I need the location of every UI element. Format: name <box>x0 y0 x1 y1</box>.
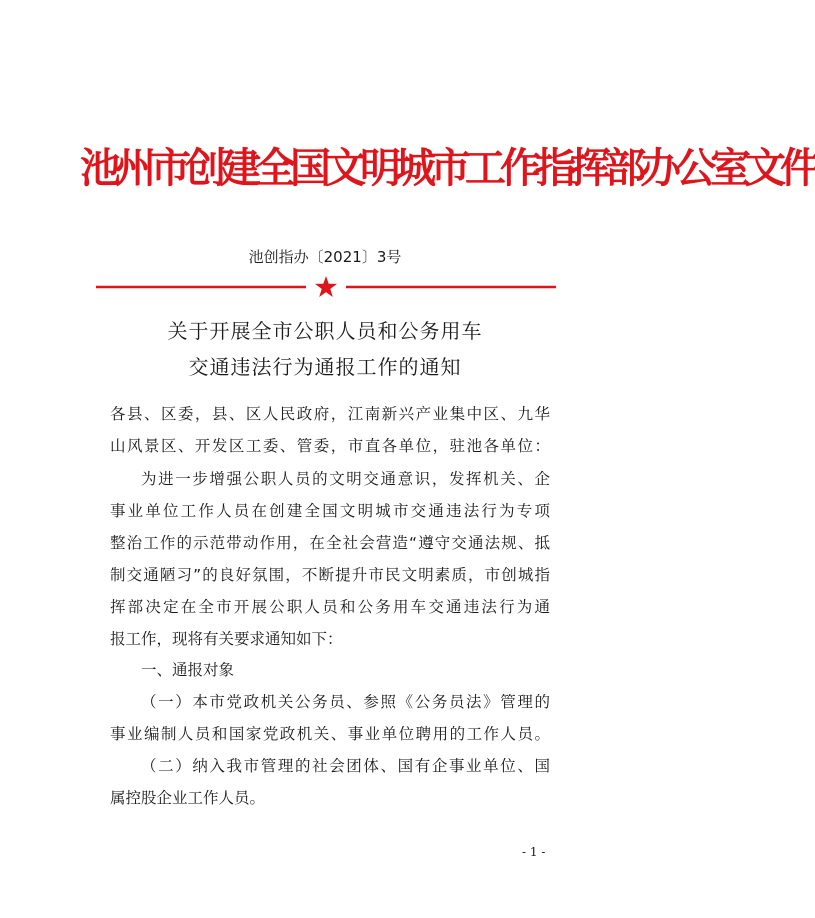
list-item-line: （一）本市党政机关公务员、参照《公务员法》管理的 <box>141 693 550 711</box>
paragraph-line: 报工作，现将有关要求通知如下： <box>110 630 343 648</box>
paragraph-line: 挥部决定在全市开展公职人员和公务用车交通违法行为通 <box>110 598 550 616</box>
red-divider <box>96 276 556 298</box>
addressee-line-2: 山风景区、开发区工委、管委，市直各单位，驻池各单位： <box>110 437 550 455</box>
red-star-icon <box>315 276 337 297</box>
paragraph-line: 为进一步增强公职人员的文明交通意识，发挥机关、企 <box>141 470 550 488</box>
list-item-line: 事业编制人员和国家党政机关、事业单位聘用的工作人员。 <box>110 725 550 743</box>
masthead-title: 池州市创建全国文明城市工作指挥部办公室文件 <box>80 144 815 192</box>
notice-title-line-1: 关于开展全市公职人员和公务用车 <box>167 319 483 343</box>
addressee-line-1: 各县、区委，县、区人民政府，江南新兴产业集中区、九华 <box>110 405 550 423</box>
section-heading: 一、通报对象 <box>141 661 235 679</box>
paragraph-line: 制交通陋习”的良好氛围，不断提升市民文明素质，市创城指 <box>110 566 550 584</box>
page-number: - 1 - <box>522 845 546 859</box>
paragraph-line: 整治工作的示范带动作用，在全社会营造“遵守交通法规、抵 <box>110 534 550 552</box>
notice-title-line-2: 交通违法行为通报工作的通知 <box>188 355 462 379</box>
list-item-line: （二）纳入我市管理的社会团体、国有企事业单位、国 <box>141 757 550 775</box>
list-item-line: 属控股企业工作人员。 <box>110 789 266 807</box>
document-number: 池创指办〔2021〕3号 <box>248 248 402 266</box>
paragraph-line: 事业单位工作人员在创建全国文明城市交通违法行为专项 <box>110 502 550 520</box>
